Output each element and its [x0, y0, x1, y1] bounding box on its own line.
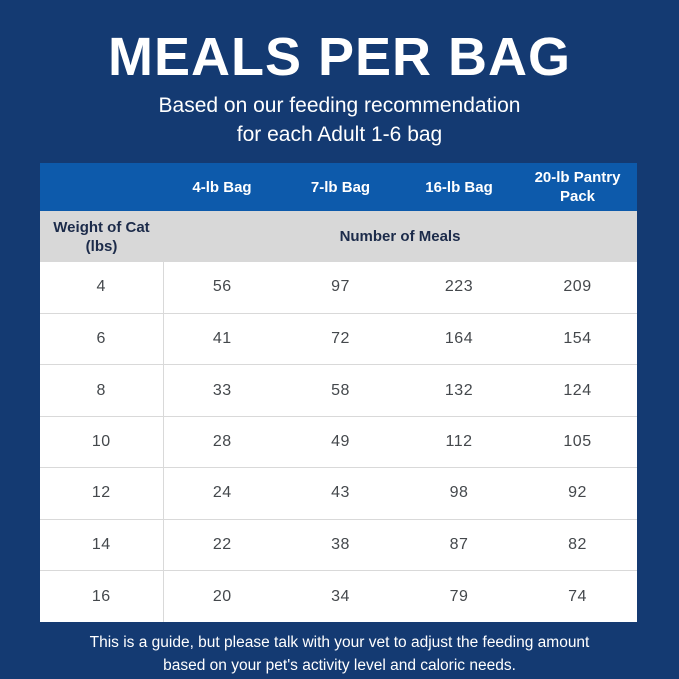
bag-column-header: 20-lb Pantry Pack [534, 169, 621, 205]
weight-cell: 14 [40, 519, 163, 570]
subtitle [0, 91, 679, 149]
meal-count-cell: 20 [163, 571, 281, 622]
meal-count-cell: 74 [518, 571, 637, 622]
meal-count-cell: 58 [281, 365, 400, 416]
weight-cell: 12 [40, 468, 163, 519]
table-row [40, 416, 637, 467]
weight-cell: 16 [40, 571, 163, 622]
meal-count-cell: 105 [518, 416, 637, 467]
meal-count-cell: 28 [163, 416, 281, 467]
meal-count-cell: 112 [400, 416, 518, 467]
meal-count-cell: 79 [400, 571, 518, 622]
weight-cell: 4 [40, 262, 163, 313]
meal-count-cell: 124 [518, 365, 637, 416]
subtitle-line-2: for each Adult 1-6 bag [236, 123, 443, 146]
meal-count-cell: 132 [400, 365, 518, 416]
weight-cell: 10 [40, 416, 163, 467]
weight-of-cat-header: Weight of Cat (lbs) [53, 218, 150, 255]
meal-count-cell: 223 [444, 278, 474, 296]
table-row [40, 313, 637, 364]
meal-count-cell: 56 [212, 278, 232, 296]
bag-header-row [40, 163, 637, 211]
table-row [40, 571, 637, 622]
table-row [40, 468, 637, 519]
meal-count-cell: 92 [518, 468, 637, 519]
meal-count-cell: 34 [281, 571, 400, 622]
weight-cell: 6 [40, 313, 163, 364]
weight-cell: 8 [40, 365, 163, 416]
page-title: MEALS PER BAG [107, 27, 572, 87]
meal-count-cell: 82 [518, 519, 637, 570]
bag-column-header: 7-lb Bag [310, 178, 371, 196]
bag-column-header: 4-lb Bag [192, 178, 252, 196]
meal-count-cell: 154 [518, 313, 637, 364]
meals-table [40, 163, 637, 622]
meal-count-cell: 41 [163, 313, 281, 364]
footer-note [0, 631, 679, 677]
table-row [40, 519, 637, 570]
meal-count-cell: 72 [281, 313, 400, 364]
meal-count-cell: 97 [331, 278, 350, 296]
meal-count-cell: 33 [163, 365, 281, 416]
table-row [40, 262, 637, 313]
subtitle-line-1: Based on our feeding recommendation [158, 94, 521, 117]
meal-count-cell: 38 [281, 519, 400, 570]
footer-line-2: based on your pet's activity level and caloric needs. [163, 657, 516, 674]
meal-count-cell: 87 [400, 519, 518, 570]
meal-count-cell: 98 [400, 468, 518, 519]
corner-cell [40, 163, 163, 211]
table-row [40, 365, 637, 416]
meal-count-cell: 22 [163, 519, 281, 570]
meal-count-cell: 24 [163, 468, 281, 519]
meal-count-cell: 209 [563, 278, 592, 296]
meal-count-cell: 164 [400, 313, 518, 364]
footer-line-1: This is a guide, but please talk with your vet to adjust the feeding amount [89, 634, 590, 651]
subheader-row [40, 211, 637, 262]
meal-count-cell: 49 [281, 416, 400, 467]
meal-count-cell: 43 [281, 468, 400, 519]
number-of-meals-header: Number of Meals [339, 228, 461, 245]
meals-table-body [40, 262, 637, 622]
bag-column-header: 16-lb Bag [425, 178, 493, 196]
